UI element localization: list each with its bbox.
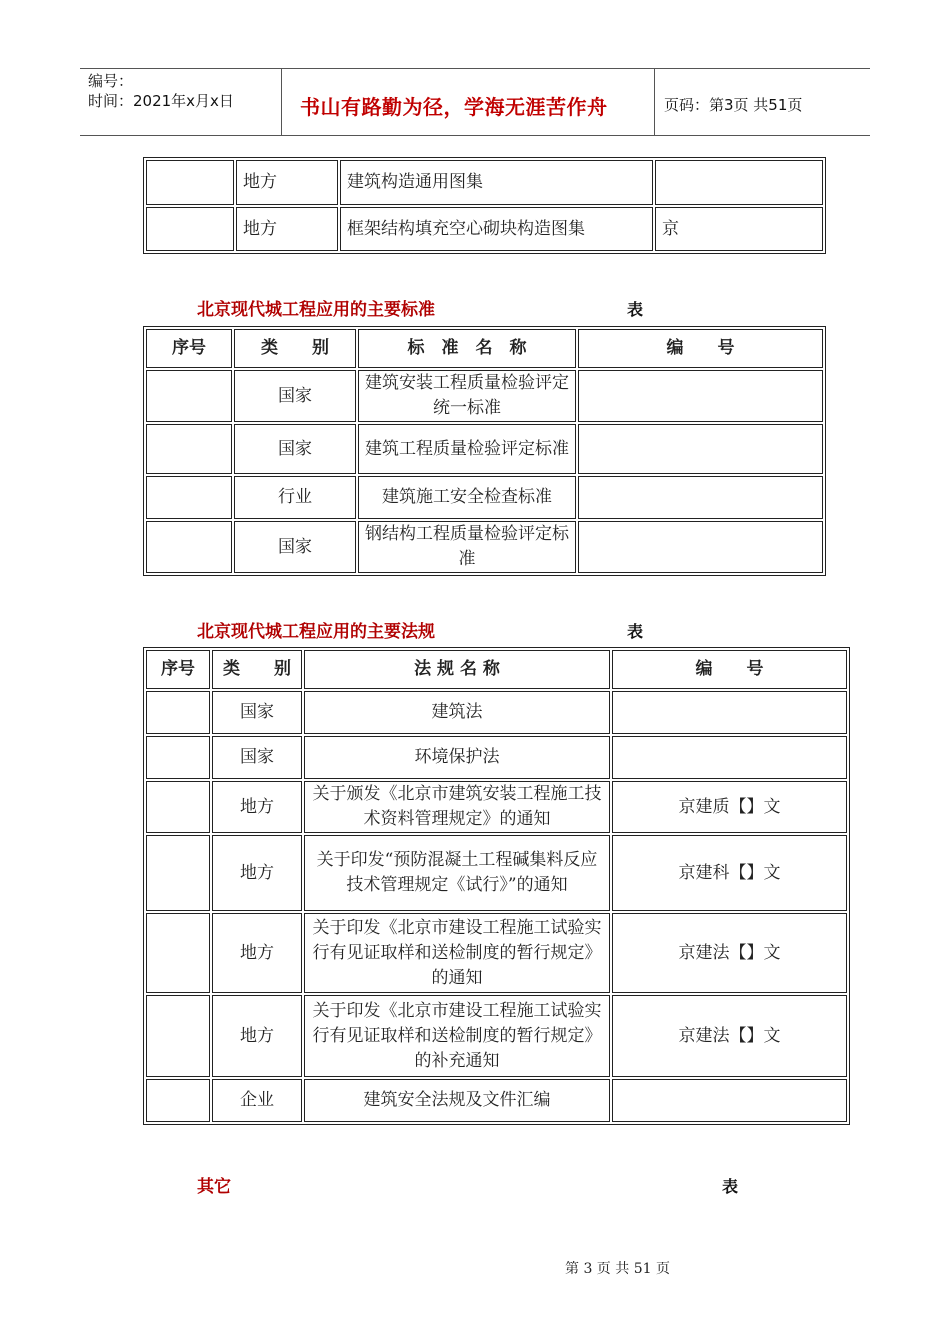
cell-index bbox=[146, 835, 210, 911]
cell-name: 建筑安装工程质量检验评定统一标准 bbox=[358, 370, 576, 422]
cell-index bbox=[146, 691, 210, 734]
cell-code: 京建质【】文 bbox=[612, 781, 847, 833]
cell-category: 国家 bbox=[234, 424, 356, 474]
cell-index bbox=[146, 995, 210, 1077]
cell-index bbox=[146, 781, 210, 833]
header-bottom-rule bbox=[80, 135, 870, 136]
col-header-category: 类 别 bbox=[212, 650, 302, 689]
header-top-rule bbox=[80, 68, 870, 69]
cell-code: 京建科【】文 bbox=[612, 835, 847, 911]
table-row bbox=[146, 1079, 847, 1122]
doc-time-label: 时间：2021年x月x日 bbox=[88, 92, 234, 110]
cell-name: 建筑法 bbox=[304, 691, 610, 734]
cell-index bbox=[146, 424, 232, 474]
table-row bbox=[146, 424, 823, 474]
table-header-row bbox=[146, 329, 823, 368]
cell-index bbox=[146, 1079, 210, 1122]
other-tag: 表 bbox=[722, 1177, 739, 1196]
cell-code bbox=[655, 160, 823, 205]
table-header-row bbox=[146, 650, 847, 689]
cell-name: 建筑工程质量检验评定标准 bbox=[358, 424, 576, 474]
cell-category: 地方 bbox=[236, 160, 338, 205]
cell-name: 关于颁发《北京市建筑安装工程施工技术资料管理规定》的通知 bbox=[304, 781, 610, 833]
page-footer: 第 3 页 共 51 页 bbox=[565, 1261, 670, 1277]
standards-tag: 表 bbox=[627, 300, 644, 319]
col-header-index: 序号 bbox=[146, 329, 232, 368]
cell-index bbox=[146, 521, 232, 573]
cell-index bbox=[146, 370, 232, 422]
table-row bbox=[146, 913, 847, 993]
cell-code bbox=[578, 424, 823, 474]
cell-name: 关于印发《北京市建设工程施工试验实行有见证取样和送检制度的暂行规定》的通知 bbox=[304, 913, 610, 993]
table-row bbox=[146, 207, 823, 251]
table-row bbox=[146, 835, 847, 911]
col-header-name: 标 准 名 称 bbox=[358, 329, 576, 368]
cell-category: 企业 bbox=[212, 1079, 302, 1122]
table-row bbox=[146, 781, 847, 833]
cell-name: 关于印发“预防混凝土工程碱集料反应技术管理规定《试行》”的通知 bbox=[304, 835, 610, 911]
cell-category: 国家 bbox=[212, 736, 302, 779]
cell-code bbox=[612, 1079, 847, 1122]
col-header-code: 编 号 bbox=[612, 650, 847, 689]
cell-category: 国家 bbox=[234, 521, 356, 573]
cell-code bbox=[578, 370, 823, 422]
table-row bbox=[146, 476, 823, 519]
standards-title: 北京现代城工程应用的主要标准 bbox=[197, 300, 435, 320]
table-row bbox=[146, 736, 847, 779]
cell-name: 环境保护法 bbox=[304, 736, 610, 779]
cell-name: 关于印发《北京市建设工程施工试验实行有见证取样和送检制度的暂行规定》的补充通知 bbox=[304, 995, 610, 1077]
cell-category: 地方 bbox=[212, 913, 302, 993]
col-header-index: 序号 bbox=[146, 650, 210, 689]
header-divider bbox=[654, 68, 655, 136]
cell-name: 钢结构工程质量检验评定标准 bbox=[358, 521, 576, 573]
col-header-code: 编 号 bbox=[578, 329, 823, 368]
header-divider bbox=[281, 68, 282, 136]
header-motto: 书山有路勤为径，学海无涯苦作舟 bbox=[300, 95, 608, 119]
table-row bbox=[146, 370, 823, 422]
cell-category: 行业 bbox=[234, 476, 356, 519]
cell-code: 京建法【】文 bbox=[612, 995, 847, 1077]
table-row bbox=[146, 691, 847, 734]
cell-category: 地方 bbox=[212, 835, 302, 911]
cell-name: 建筑安全法规及文件汇编 bbox=[304, 1079, 610, 1122]
cell-category: 国家 bbox=[212, 691, 302, 734]
table-row bbox=[146, 995, 847, 1077]
cell-category: 国家 bbox=[234, 370, 356, 422]
cell-name: 建筑施工安全检查标准 bbox=[358, 476, 576, 519]
cell-code bbox=[612, 691, 847, 734]
cell-category: 地方 bbox=[212, 995, 302, 1077]
cell-index bbox=[146, 736, 210, 779]
table-row bbox=[146, 521, 823, 573]
doc-number-label: 编号： bbox=[88, 72, 134, 90]
cell-code bbox=[578, 476, 823, 519]
regulations-table bbox=[143, 647, 850, 1125]
other-title: 其它 bbox=[197, 1177, 231, 1197]
standards-table bbox=[143, 326, 826, 576]
cell-index bbox=[146, 207, 234, 251]
col-header-name: 法 规 名 称 bbox=[304, 650, 610, 689]
top-table bbox=[143, 157, 826, 254]
cell-category: 地方 bbox=[236, 207, 338, 251]
header-page-label: 页码：第3页 共51页 bbox=[664, 96, 803, 114]
cell-code bbox=[578, 521, 823, 573]
cell-category: 地方 bbox=[212, 781, 302, 833]
regulations-tag: 表 bbox=[627, 622, 644, 641]
cell-code: 京建法【】文 bbox=[612, 913, 847, 993]
cell-name: 框架结构填充空心砌块构造图集 bbox=[340, 207, 653, 251]
cell-index bbox=[146, 913, 210, 993]
table-row bbox=[146, 160, 823, 205]
regulations-title: 北京现代城工程应用的主要法规 bbox=[197, 622, 435, 642]
col-header-category: 类 别 bbox=[234, 329, 356, 368]
cell-index bbox=[146, 160, 234, 205]
cell-name: 建筑构造通用图集 bbox=[340, 160, 653, 205]
cell-index bbox=[146, 476, 232, 519]
cell-code bbox=[612, 736, 847, 779]
cell-code: 京 bbox=[655, 207, 823, 251]
